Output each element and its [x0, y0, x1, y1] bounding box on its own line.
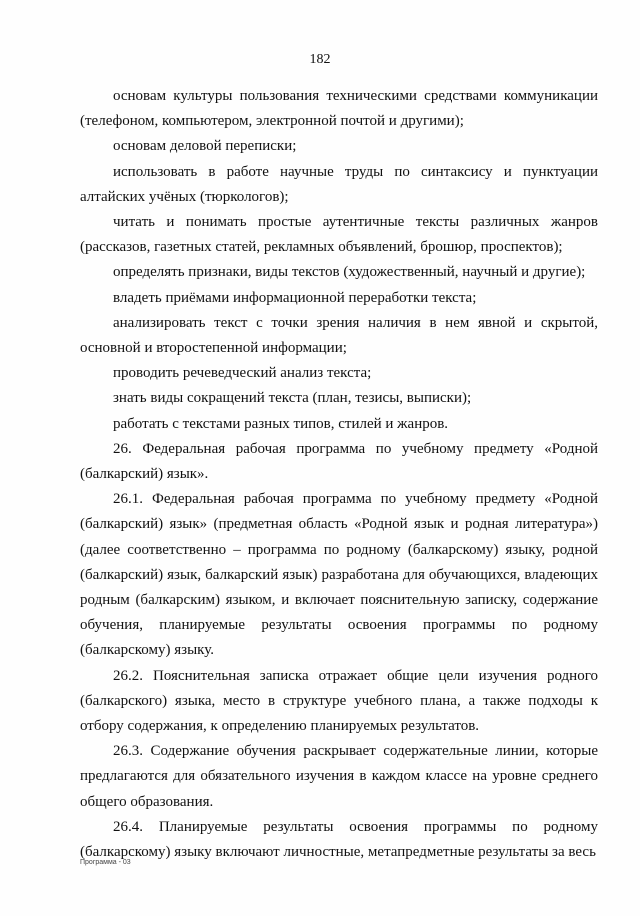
page-number: 182 — [309, 52, 331, 67]
paragraph: анализировать текст с точки зрения наличия в нем явной и скрытой, основной и второстепенной информации; — [80, 314, 598, 357]
paragraph-26-1: 26.1. Федеральная рабочая программа по учебному предмету «Родной (балкарский) язык» (предметная область «Родной язык и родная литература») (далее соответственно – программа по родному (балкарскому) языку, родной (балкарский) язык, балкарский язык) разработана для обучающихся, владеющих родным (балкарским) языком, и включает пояснительную записку, содержание обучения, планируемые результаты освоения программы по родному (балкарскому) языку. — [80, 491, 598, 659]
paragraph: определять признаки, виды текстов (художественный, научный и другие); — [113, 264, 586, 281]
paragraph-26-4: 26.4. Планируемые результаты освоения программы по родному (балкарскому) языку включают личностные, метапредметные результаты за весь — [80, 818, 598, 861]
section-heading-26: 26. Федеральная рабочая программа по учебному предмету «Родной (балкарский) язык». — [80, 440, 598, 483]
paragraph: проводить речеведческий анализ текста; — [113, 365, 372, 382]
paragraph: читать и понимать простые аутентичные тексты различных жанров (рассказов, газетных статей, рекламных объявлений, брошюр, проспектов); — [80, 214, 598, 256]
paragraph: использовать в работе научные труды по синтаксису и пунктуации алтайских учёных (тюркологов); — [80, 163, 598, 205]
paragraph-26-3: 26.3. Содержание обучения раскрывает содержательные линии, которые предлагаются для обязательного изучения в каждом классе на уровне среднего общего образования. — [80, 743, 598, 810]
paragraph: владеть приёмами информационной переработки текста; — [113, 289, 477, 306]
paragraph: работать с текстами разных типов, стилей и жанров. — [113, 415, 449, 432]
document-body — [80, 84, 598, 865]
paragraph: знать виды сокращений текста (план, тезисы, выписки); — [113, 390, 472, 407]
paragraph: основам культуры пользования техническими средствами коммуникации (телефоном, компьютером, электронной почтой и другими); — [80, 88, 598, 130]
paragraph: основам деловой переписки; — [113, 138, 297, 155]
paragraph-26-2: 26.2. Пояснительная записка отражает общие цели изучения родного (балкарского) языка, место в структуре учебного плана, а также подходы к отбору содержания, к определению планируемых результатов. — [80, 667, 598, 735]
footer-note: Программа - 03 — [80, 859, 131, 866]
